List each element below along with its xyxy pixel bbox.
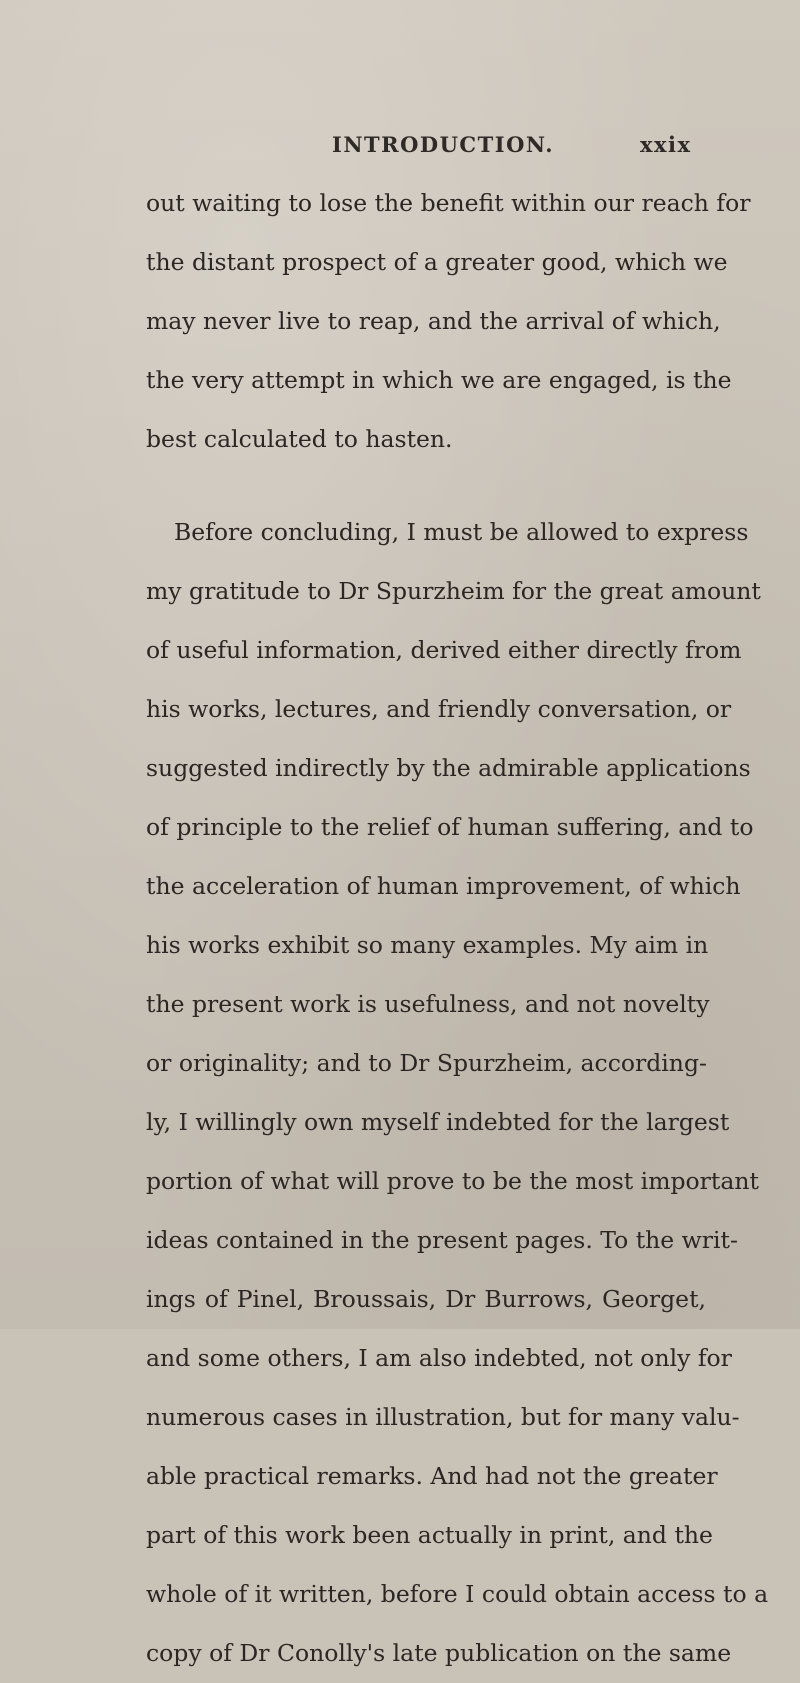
text-line: able practical remarks. And had not the greater <box>146 1462 718 1490</box>
text-line: or originality; and to Dr Spurzheim, according- <box>146 1049 707 1077</box>
body-text <box>146 174 769 1683</box>
text-line: ideas contained in the present pages. To the writ- <box>146 1226 738 1254</box>
text-line: part of this work been actually in print, and the <box>146 1521 713 1549</box>
text-line: ly, I willingly own myself indebted for the largest <box>146 1108 730 1136</box>
text-line: best calculated to hasten. <box>146 425 453 453</box>
text-line: his works, lectures, and friendly conversation, or <box>146 695 732 723</box>
text-line: of principle to the relief of human suffering, and to <box>146 813 754 841</box>
running-title: INTRODUCTION. <box>332 132 555 157</box>
paragraph <box>146 174 751 469</box>
text-line: Before concluding, I must be allowed to express <box>174 518 749 546</box>
text-line: my gratitude to Dr Spurzheim for the great amount <box>146 577 761 605</box>
text-line: portion of what will prove to be the most important <box>146 1167 759 1195</box>
text-line: out waiting to lose the benefit within our reach for <box>146 189 751 217</box>
text-line: suggested indirectly by the admirable applications <box>146 754 751 782</box>
page-header <box>0 132 800 162</box>
text-line: may never live to reap, and the arrival of which, <box>146 307 721 335</box>
paragraph-gap <box>146 469 706 503</box>
text-line: of useful information, derived either directly from <box>146 636 742 664</box>
text-line: whole of it written, before I could obtain access to a <box>146 1580 769 1608</box>
text-line: the present work is usefulness, and not novelty <box>146 990 710 1018</box>
text-line: ings of Pinel, Broussais, Dr Burrows, Georget, <box>146 1285 706 1313</box>
text-line: and some others, I am also indebted, not only for <box>146 1344 732 1372</box>
text-line: copy of Dr Conolly's late publication on the same <box>146 1639 732 1667</box>
text-line: numerous cases in illustration, but for many valu- <box>146 1403 740 1431</box>
page-number: xxix <box>640 132 692 157</box>
text-line: the very attempt in which we are engaged, is the <box>146 366 732 394</box>
text-line: the distant prospect of a greater good, which we <box>146 248 728 276</box>
paragraph <box>146 503 769 1683</box>
text-line: his works exhibit so many examples. My aim in <box>146 931 709 959</box>
text-line: the acceleration of human improvement, of which <box>146 872 741 900</box>
